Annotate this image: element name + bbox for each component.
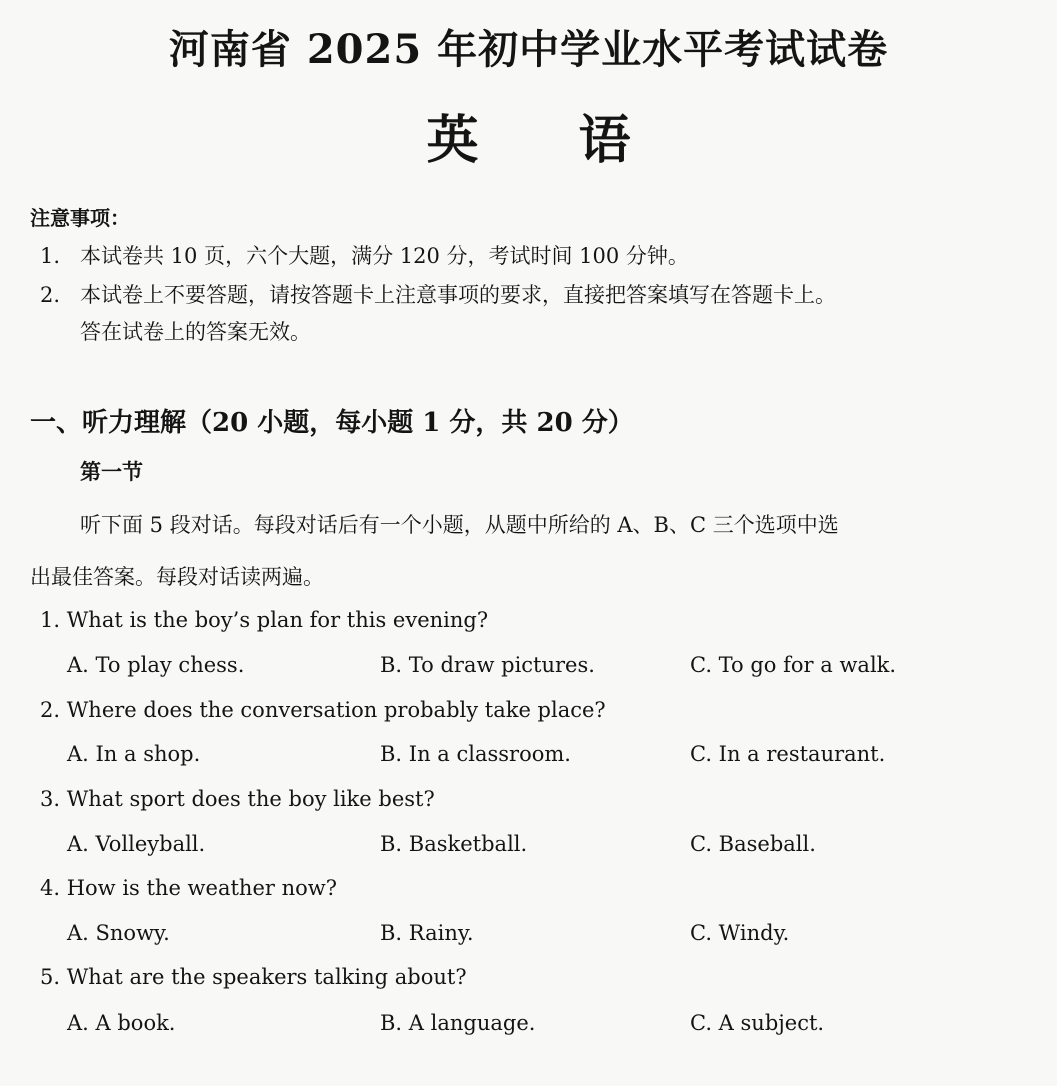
question-1-option-b: B. To draw pictures.	[380, 653, 595, 677]
question-5: 5. What are the speakers talking about?	[40, 965, 467, 989]
question-5-option-b: B. A language.	[380, 1011, 536, 1035]
instruction-line-1: 听下面 5 段对话。每段对话后有一个小题，从题中所给的 A、B、C 三个选项中选	[80, 513, 839, 537]
question-1-option-a: A. To play chess.	[67, 653, 245, 677]
section-heading: 一、听力理解（20 小题，每小题 1 分，共 20 分）	[30, 408, 634, 438]
question-3-option-b: B. Basketball.	[380, 832, 528, 856]
question-4: 4. How is the weather now?	[40, 876, 337, 900]
question-1-option-c: C. To go for a walk.	[690, 653, 897, 677]
question-5-option-c: C. A subject.	[690, 1011, 825, 1035]
question-3: 3. What sport does the boy like best?	[40, 787, 435, 811]
question-5-option-a: A. A book.	[67, 1011, 176, 1035]
subject-title: 英语	[426, 110, 731, 171]
question-4-option-c: C. Windy.	[690, 921, 790, 945]
instruction-line-2: 出最佳答案。每段对话读两遍。	[30, 565, 324, 589]
notice-heading: 注意事项：	[30, 206, 130, 230]
question-2-option-c: C. In a restaurant.	[690, 742, 886, 766]
question-3-option-a: A. Volleyball.	[67, 832, 206, 856]
notice-item-text: 本试卷上不要答题，请按答题卡上注意事项的要求，直接把答案填写在答题卡上。	[80, 283, 836, 307]
notice-item-text: 本试卷共 10 页，六个大题，满分 120 分，考试时间 100 分钟。	[80, 244, 689, 268]
notice-item-2	[40, 279, 836, 309]
notice-item-number: 1.	[40, 244, 61, 268]
question-4-option-a: A. Snowy.	[67, 921, 170, 945]
question-4-option-b: B. Rainy.	[380, 921, 474, 945]
notice-item-2-continued: 答在试卷上的答案无效。	[80, 320, 311, 344]
question-1: 1. What is the boy’s plan for this evening?	[40, 608, 489, 632]
subsection-heading: 第一节	[80, 459, 143, 484]
exam-title: 河南省 2025 年初中学业水平考试试卷	[168, 26, 889, 73]
question-2-option-b: B. In a classroom.	[380, 742, 571, 766]
notice-item-1	[40, 240, 689, 270]
notice-item-number: 2.	[40, 283, 61, 307]
question-2: 2. Where does the conversation probably take place?	[40, 698, 606, 722]
question-3-option-c: C. Baseball.	[690, 832, 816, 856]
question-2-option-a: A. In a shop.	[67, 742, 201, 766]
